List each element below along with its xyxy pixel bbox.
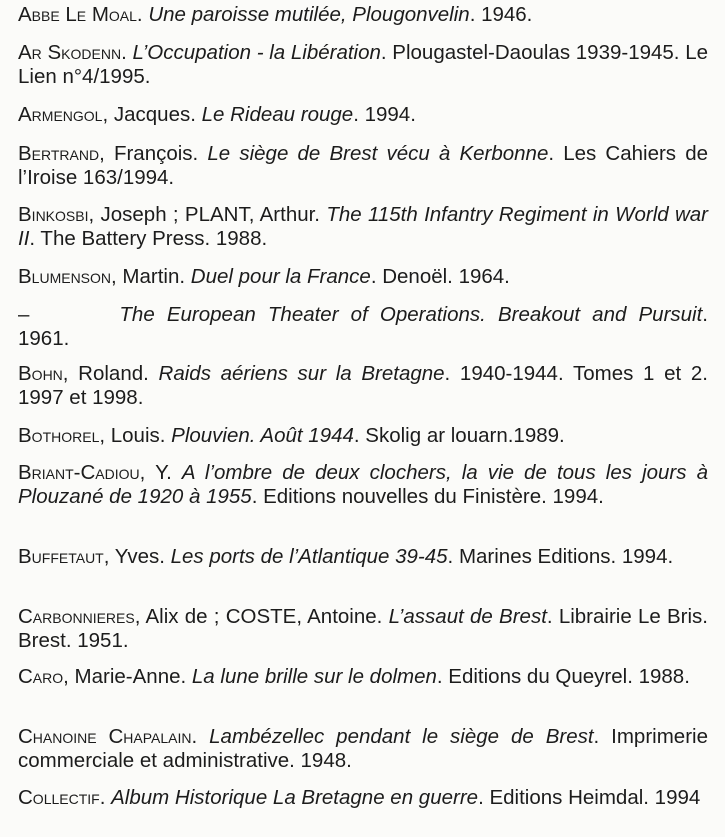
entry-title: Album Historique La Bretagne en guerre: [111, 786, 479, 809]
entry-separator: .: [121, 41, 133, 64]
entry-publication: . Editions Heimdal. 1994: [478, 786, 701, 809]
entry-publication: . Editions du Queyrel. 1988.: [436, 665, 690, 688]
entry-title: L’Occupation - la Libération: [132, 41, 381, 64]
entry-separator: , Martin.: [111, 265, 191, 288]
entry-author: Bertrand: [18, 142, 100, 165]
entry-title: The 115th Infantry Regiment in World war II: [18, 203, 709, 250]
entry-publication: . The Battery Press. 1988.: [29, 227, 268, 250]
bibliography-entry: [18, 203, 708, 251]
entry-separator: .: [191, 725, 210, 748]
entry-title: Une paroisse mutilée, Plougonvelin: [148, 3, 470, 26]
entry-title: La lune brille sur le dolmen: [191, 665, 437, 688]
entry-separator: , Roland.: [62, 362, 159, 385]
bibliography-entry: [18, 265, 708, 289]
entry-publication: . Skolig ar louarn.1989.: [353, 424, 565, 447]
bibliography-entry: [18, 461, 708, 509]
entry-separator: , Yves.: [103, 545, 171, 568]
entry-author: Bohn: [18, 362, 63, 385]
entry-separator: , Y.: [139, 461, 182, 484]
entry-title: The European Theater of Operations. Breakout and Pursuit: [119, 303, 703, 326]
entry-author: Caro: [18, 665, 64, 688]
entry-publication: . Imprimerie commerciale et administrative. 1948.: [18, 725, 708, 772]
entry-publication: . 1940-1944. Tomes 1 et 2. 1997 et 1998.: [18, 362, 708, 409]
entry-author: –: [18, 303, 30, 326]
entry-separator: , Louis.: [99, 424, 172, 447]
bibliography-entry: [18, 545, 708, 569]
entry-title: Raids aériens sur la Bretagne: [158, 362, 445, 385]
entry-author: Ar Skodenn: [18, 41, 122, 64]
entry-author: Armengol: [18, 103, 103, 126]
entry-publication: . Marines Editions. 1994.: [447, 545, 674, 568]
entry-author: Bothorel: [18, 424, 100, 447]
entry-publication: . Plougastel-Daoulas 1939-1945. Le Lien n°4/1995.: [18, 41, 708, 88]
entry-author: Carbonnieres: [18, 605, 135, 628]
bibliography-entry: [18, 103, 708, 127]
entry-separator: , Joseph ; PLANT, Arthur.: [88, 203, 327, 226]
entry-separator: , Marie-Anne.: [63, 665, 192, 688]
entry-author: Collectif: [18, 786, 100, 809]
entry-title: L’assaut de Brest: [388, 605, 547, 628]
bibliography-entry: [18, 142, 708, 190]
entry-publication: . 1994.: [353, 103, 416, 126]
entry-separator: , Jacques.: [102, 103, 202, 126]
entry-title: Le siège de Brest vécu à Kerbonne: [207, 142, 549, 165]
entry-author: Binkosbi: [18, 203, 89, 226]
entry-separator: , Alix de ; COSTE, Antoine.: [134, 605, 389, 628]
bibliography-entry: [18, 362, 708, 410]
entry-publication: . Librairie Le Bris. Brest. 1951.: [18, 605, 708, 652]
bibliography-entry: [18, 303, 708, 351]
entry-title: A l’ombre de deux clochers, la vie de tous les jours à Plouzané de 1920 à 1955: [18, 461, 708, 508]
entry-separator: .: [136, 3, 149, 26]
entry-title: Le Rideau rouge: [201, 103, 354, 126]
bibliography-entry: [18, 41, 708, 89]
entry-author: Briant-Cadiou: [18, 461, 140, 484]
bibliography-entry: [18, 3, 708, 27]
entry-title: Plouvien. Août 1944: [171, 424, 354, 447]
bibliography-entry: [18, 424, 708, 448]
entry-separator: , François.: [99, 142, 208, 165]
entry-publication: . 1946.: [469, 3, 533, 26]
entry-publication: . Editions nouvelles du Finistère. 1994.: [251, 485, 604, 508]
bibliography-entry: [18, 725, 708, 773]
entry-author: Blumenson: [18, 265, 112, 288]
entry-publication: . Denoël. 1964.: [370, 265, 510, 288]
bibliography-entry: [18, 605, 708, 653]
entry-publication: . 1961.: [18, 303, 708, 350]
entry-separator: .: [99, 786, 112, 809]
entry-author: Chanoine Chapalain: [18, 725, 192, 748]
entry-publication: . Les Cahiers de l’Iroise 163/1994.: [18, 142, 708, 189]
bibliography-entry: [18, 786, 708, 810]
entry-author: Abbe Le Moal: [18, 3, 137, 26]
bibliography-entry: [18, 665, 708, 689]
entry-author: Buffetaut: [18, 545, 104, 568]
entry-title: Duel pour la France: [190, 265, 371, 288]
entry-title: Lambézellec pendant le siège de Brest: [209, 725, 594, 748]
entry-title: Les ports de l’Atlantique 39-45: [170, 545, 448, 568]
